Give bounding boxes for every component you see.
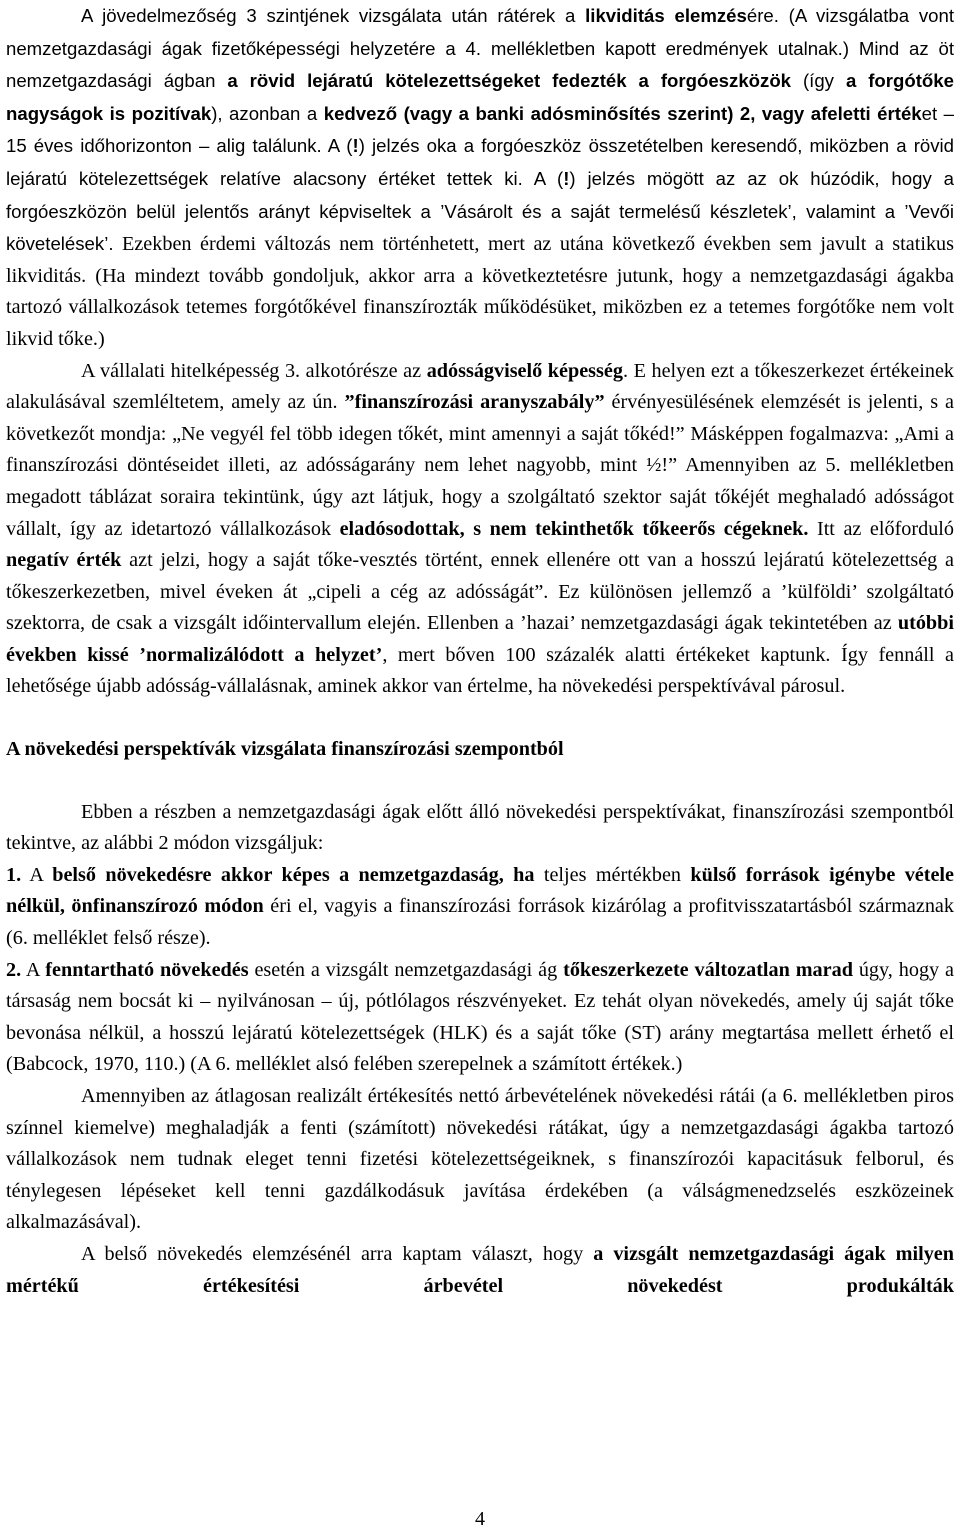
bold-run: belső növekedésre akkor képes a nemzetgazdaság, ha (52, 863, 535, 886)
text-run: A (21, 863, 53, 886)
bold-run: külső források igénybe vétele nélkül, önfinanszírozó módon (6, 863, 955, 918)
paragraph-internal-growth-analysis (6, 1239, 954, 1302)
text-run: A vállalati hitelképesség 3. alkotórésze az (81, 359, 427, 382)
bold-run: kedvező (vagy a banki adósminősítés szerint) 2, vagy afeletti érték (323, 102, 922, 124)
text-run: éri el, vagyis a finanszírozási források kizárólag a profitvisszatartásból származnak (6. melléklet felső része). (6, 895, 954, 950)
text-run: úgy, hogy a társaság nem bocsát ki – nyilvánosan – új, pótlólagos részvényeket. Ez tehát olyan növekedés, amely új saját tőke bevonása nélkül, a hosszú lejáratú kötelezettségek (HLK) és a saját tőke (ST) arány megtartása mellett érhető el (Babcock, 1970, 110.) (A 6. melléklet alsó felében szerepelnek a számított értékek.) (6, 958, 954, 1076)
text-run: Ezekben érdemi változás nem történhetett, mert az utána következő években sem javult a statikus likviditás. (Ha mindezt tovább gondoljuk, akkor arra a következtetésre jutunk, hogy a nemzetgazdasági ágakba tartozó vállalkozások tetemes forgótőkével finanszírozták működésüket, miközben ez a tetemes forgótőke nem volt likvid tőke.) (6, 233, 954, 350)
text-run: . E helyen ezt a tőkeszerkezet értékeinek alakulásával szemléltetem, amely az ún. (6, 359, 954, 414)
text-run: Ebben a részben a nemzetgazdasági ágak előtt álló növekedési perspektívákat, finanszírozási szempontból tekintve, az alábbi 2 módon vizsgáljuk: (6, 800, 954, 855)
bold-run: a forgótőke nagyságok is pozitívak (6, 70, 954, 124)
bold-run: adósságviselő képesség (426, 359, 623, 382)
document-page (6, 0, 954, 1302)
paragraph-growth-rates (6, 1081, 954, 1239)
list-number: 1. (6, 863, 22, 886)
text-run: et – 15 éves időhorizonton – alig találunk. A ( (6, 102, 954, 157)
text-run: (így (791, 70, 846, 92)
page-number: 4 (475, 1508, 485, 1530)
list-item-internal-growth (6, 860, 954, 955)
bold-run: eladósodottak, s nem tekinthetők tőkeerős cégeknek. (339, 517, 809, 540)
list-number: 2. (6, 958, 22, 981)
bold-run: likviditás elemzés (585, 5, 747, 26)
bold-run: negatív érték (6, 549, 122, 572)
text-run: A belső növekedés elemzésénél arra kaptam választ, hogy (81, 1242, 594, 1265)
text-run: ), azonban a (211, 102, 324, 124)
text-run: teljes mértékben (534, 863, 691, 886)
text-run: Amennyiben az átlagosan realizált értékesítés nettó árbevételének növekedési rátái (a 6. mellékletben piros színnel kiemelve) meghaladják a fenti (számított) növekedési rátákat, úgy a nemzetgazdasági ágakba tartozó vállalkozások nem tudnak eleget tenni fizetési kötelezettségeiknek, s finanszírozói kapacitásuk felborul, és ténylegesen lépéseket kell tenni gazdálkodásuk javítása érdekében (a válságmenedzselés eszközeinek alkalmazásával). (6, 1085, 954, 1234)
text-run: , mert bőven 100 százalék alatti értékeket kaptunk. Így fennáll a lehetősége újabb adósság-vállalásnak, aminek akkor van értelme, ha növekedési perspektívával párosul. (6, 643, 955, 698)
list-item-sustainable-growth (6, 955, 954, 1081)
text-run: ére. (A vizsgálatba vont nemzetgazdasági ágak fizetőképességi helyzetére a 4. mellékletben kapott eredmények utalnak. (6, 5, 954, 59)
bold-run: fenntartható növekedés (45, 958, 249, 981)
text-run: azt jelzi, hogy a saját tőke-vesztés történt, ennek ellenére ott van a hosszú lejáratú kötelezettség a tőkeszerkezetben, mivel éveken át „cipeli a cég az adósságát”. Ez különösen jellemző a ’külföldi’ szolgáltató szektorra, de csak a vizsgált időintervallum elején. Ellenben a ’hazai’ nemzetgazdasági ágak tekintetében az (6, 549, 954, 635)
bold-run: ! (352, 135, 359, 157)
bold-run: ”finanszírozási aranyszabály” (344, 391, 605, 414)
text-run: ) jelzés mögött az az ok húzódik, hogy a forgóeszközön belül jelentős arányt képviseltek a ’Vásárolt és a saját termelésű készletek’, valamint a ’Vevői követelések’. (6, 167, 954, 255)
section-heading: A növekedési perspektívák vizsgálata finanszírozási szempontból (6, 738, 564, 761)
paragraph-intro (6, 797, 954, 860)
text-run: ) jelzés oka a forgóeszköz összetételben keresendő, miközben a rövid lejáratú kötelezettségek relatíve alacsony értéket tettek ki. A ( (6, 135, 955, 189)
paragraph-liquidity (6, 0, 954, 356)
text-run: érvényesülésének elemzését is jelenti, s a következőt mondja: „Ne vegyél fel több idegen tőkét, mint amennyi a saját tőkéd!” Másképpen fogalmazva: „Ami a finanszírozási döntéseidet illeti, az adósságarány nem lehet nagyobb, mint ½!” Amennyiben az 5. mellékletben megadott táblázat soraira tekintünk, úgy azt látjuk, hogy a szolgáltató szektor saját tőkéjét meghaladó adósságot vállalt, így az idetartozó vállalkozások (6, 391, 954, 540)
bold-run: a vizsgált nemzetgazdasági ágak milyen mértékű értékesítési árbevétel növekedést produkálták (6, 1242, 954, 1297)
text-run: A (21, 958, 46, 981)
bold-run: a rövid lejáratú kötelezettségeket fedezték a forgóeszközök (227, 70, 792, 92)
bold-run: tőkeszerkezete változatlan marad (563, 958, 853, 981)
text-run: Itt az előforduló (808, 517, 954, 540)
bold-run: ! (563, 167, 570, 189)
text-run: esetén a vizsgált nemzetgazdasági ág (248, 958, 564, 981)
text-run: ) Mind az öt nemzetgazdasági ágban (6, 37, 954, 92)
text-run: A jövedelmezőség 3 szintjének vizsgálata után rátérek a (81, 5, 586, 26)
bold-run: utóbbi években kissé ’normalizálódott a helyzet’ (6, 612, 954, 666)
paragraph-debt-capacity (6, 356, 954, 704)
